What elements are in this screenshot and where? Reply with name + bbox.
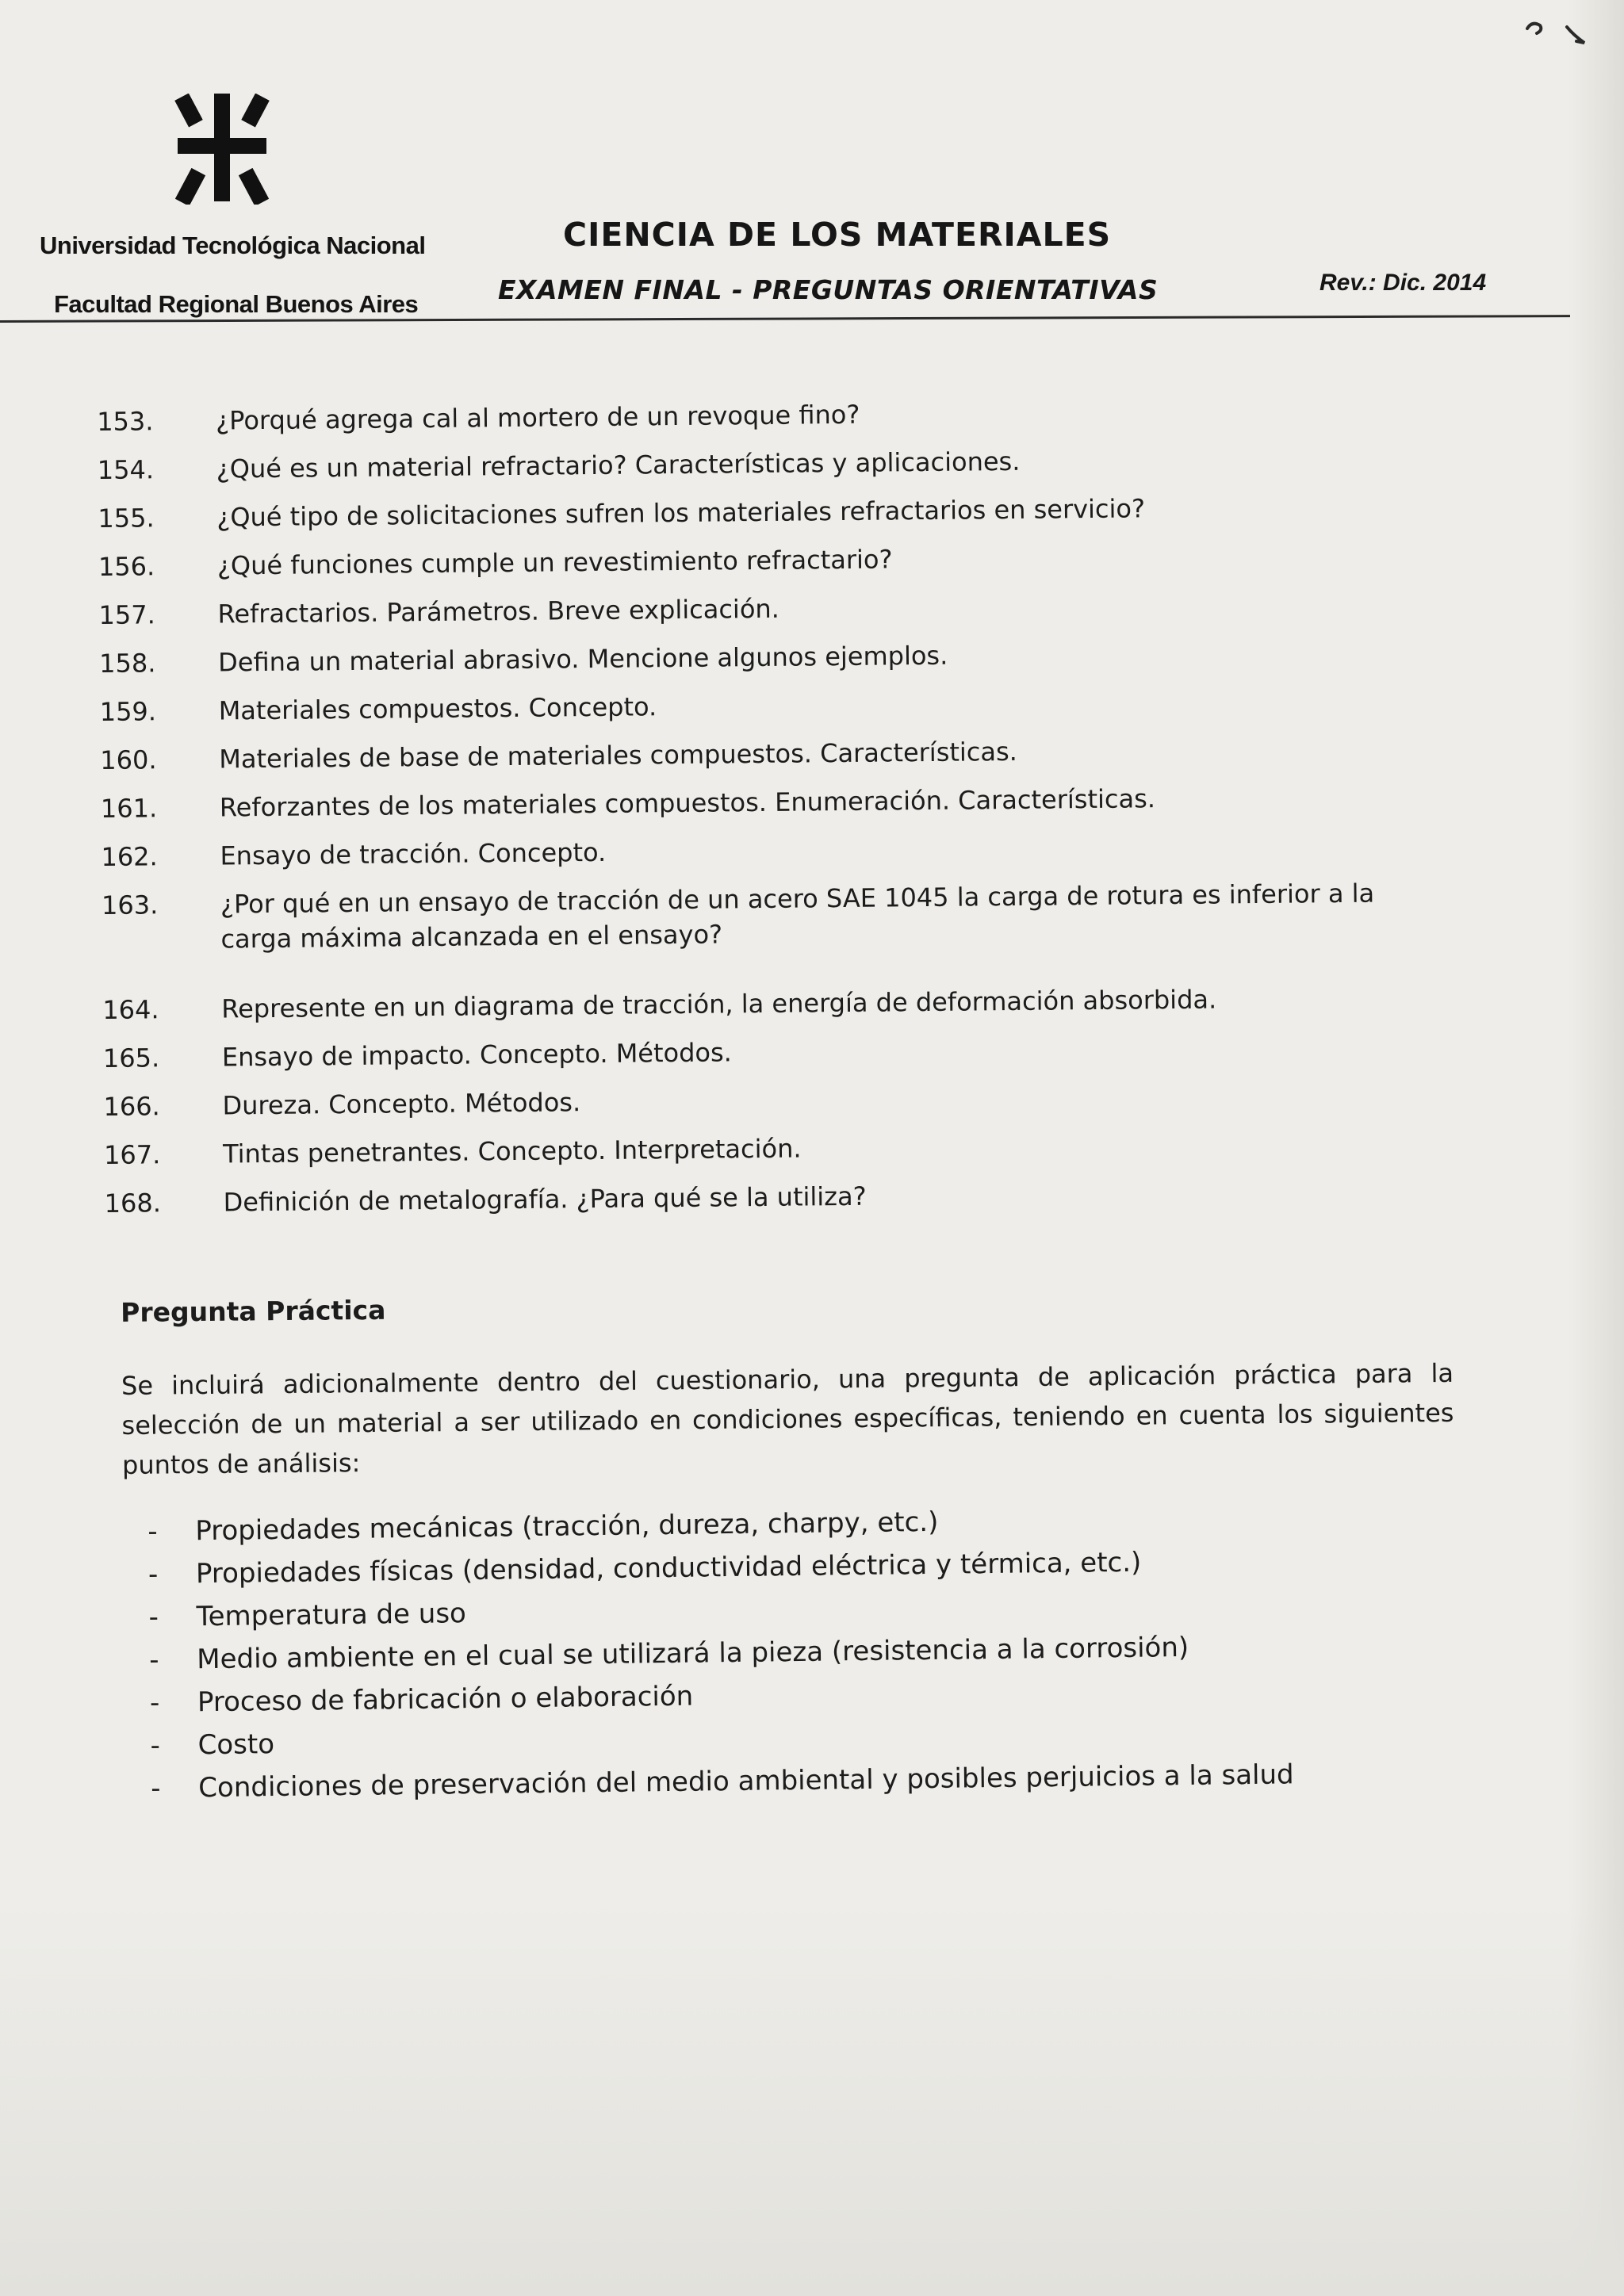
question-number: 153. <box>97 406 154 437</box>
list-item-text: Medio ambiente en el cual se utilizará la pieza (resistencia a la corrosión) <box>197 1631 1189 1676</box>
bullet-dash: - <box>150 1729 161 1762</box>
analysis-points-list <box>147 1495 1419 1811</box>
question-text: Represente en un diagrama de tracción, la energía de deformación absorbida. <box>221 984 1217 1024</box>
question-number: 163. <box>101 890 159 920</box>
question-number: 168. <box>104 1188 162 1219</box>
question-number: 166. <box>103 1091 160 1122</box>
list-item-text: Propiedades físicas (densidad, conductividad eléctrica y térmica, etc.) <box>195 1546 1142 1590</box>
practical-heading: Pregunta Práctica <box>121 1294 386 1328</box>
bullet-dash: - <box>147 1558 159 1590</box>
question-number: 159. <box>99 696 157 727</box>
bullet-dash: - <box>148 1601 159 1633</box>
question-text: Materiales compuestos. Concepto. <box>218 691 657 726</box>
question-number: 164. <box>102 994 159 1025</box>
question-number: 161. <box>100 793 158 824</box>
corner-scribble-mark <box>1521 11 1592 51</box>
list-item-text: Propiedades mecánicas (tracción, dureza, charpy, etc.) <box>195 1506 939 1548</box>
question-text: Definición de metalografía. ¿Para qué se la utiliza? <box>223 1181 867 1218</box>
question-number: 158. <box>98 648 156 679</box>
question-text: ¿Qué tipo de solicitaciones sufren los materiales refractarios en servicio? <box>216 493 1146 533</box>
question-text: ¿Qué es un material refractario? Características y aplicaciones. <box>216 446 1021 484</box>
question-text: Defina un material abrasivo. Mencione algunos ejemplos. <box>217 640 948 678</box>
list-item-text: Condiciones de preservación del medio ambiental y posibles perjuicios a la salud <box>198 1758 1294 1804</box>
question-number: 155. <box>98 503 155 534</box>
question-text: ¿Por qué en un ensayo de tracción de un acero SAE 1045 la carga de rotura es inferior a la carga máxima alcanzada en el ensayo? <box>220 878 1375 955</box>
question-text: Materiales de base de materiales compuestos. Características. <box>219 736 1018 775</box>
faculty-name: Facultad Regional Buenos Aires <box>54 290 419 318</box>
question-number: 160. <box>100 744 157 775</box>
bullet-dash: - <box>151 1772 161 1804</box>
question-list <box>97 392 1453 1234</box>
utn-logo-icon <box>174 94 270 205</box>
bullet-dash: - <box>149 1644 159 1676</box>
question-item <box>102 875 1450 993</box>
question-text: ¿Porqué agrega cal al mortero de un revoque fino? <box>216 399 860 436</box>
question-number: 156. <box>98 551 155 582</box>
question-text: Ensayo de tracción. Concepto. <box>220 836 607 871</box>
university-name: Universidad Tecnológica Nacional <box>40 232 426 259</box>
question-text: ¿Qué funciones cumple un revestimiento refractario? <box>216 544 893 581</box>
list-item-text: Proceso de fabricación o elaboración <box>197 1680 694 1719</box>
exam-subtitle: EXAMEN FINAL - PREGUNTAS ORIENTATIVAS <box>498 274 1159 305</box>
question-number: 165. <box>102 1043 160 1073</box>
question-text: Tintas penetrantes. Concepto. Interpretación. <box>222 1133 802 1169</box>
list-item-text: Costo <box>197 1728 275 1762</box>
revision-date: Rev.: Dic. 2014 <box>1320 270 1487 296</box>
practical-question-section <box>121 1284 1454 1485</box>
question-number: 157. <box>98 599 155 630</box>
practical-description: Se incluirá adicionalmente dentro del cuestionario, una pregunta de aplicación práctica para la selección de un material a ser utilizado en condiciones específicas, teniendo en cuenta los siguientes puntos de análisis: <box>121 1357 1454 1480</box>
question-number: 154. <box>97 454 155 485</box>
question-text: Ensayo de impacto. Concepto. Métodos. <box>221 1037 733 1073</box>
question-number: 167. <box>103 1139 161 1170</box>
question-text: Refractarios. Parámetros. Breve explicación. <box>217 593 780 629</box>
course-title: CIENCIA DE LOS MATERIALES <box>563 216 1112 254</box>
question-text: Reforzantes de los materiales compuestos. Enumeración. Características. <box>219 783 1156 823</box>
bullet-dash: - <box>147 1515 158 1548</box>
list-item-text: Temperatura de uso <box>196 1598 467 1633</box>
question-number: 162. <box>101 841 158 872</box>
bullet-dash: - <box>149 1686 160 1719</box>
question-text: Dureza. Concepto. Métodos. <box>222 1087 581 1121</box>
page-bottom-shadow <box>0 1900 1624 2296</box>
